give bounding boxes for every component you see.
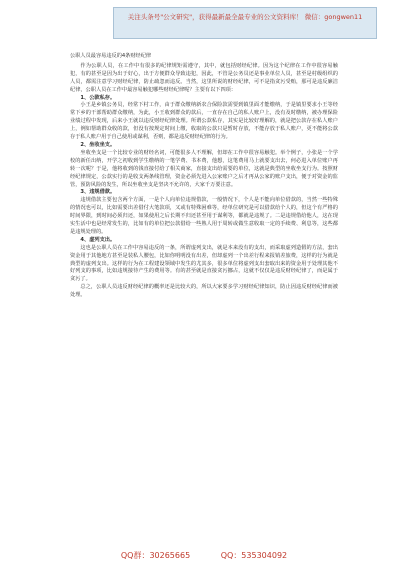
section-heading-1: 1、公款私存。 <box>80 94 116 101</box>
qq-group-text: QQ群：30265665 <box>120 551 191 560</box>
section-heading-2: 2、坐收坐支。 <box>80 141 116 148</box>
qq-text: QQ：535304092 <box>220 551 288 560</box>
document-body <box>70 53 338 300</box>
banner-text: 关注头条号"公文研究"，获得最新最全最专业的公文资料库！ 微信：gongwen11 <box>127 13 363 21</box>
footer-contact <box>0 550 408 561</box>
section-2-paragraph: 坐收坐支是一个比较专业的财经名词，可能很多人不理解，但却在工作中很容易触犯。举个例子，小张是一个学校的新任出纳，开学之初收到学生缴纳的一笔学费、书本费，他想，这笔费用马上就要支出去，何必进入单位账户再转一次呢？于是，他将收到的钱直接付给了相关商家，直接支出给需要的单位，这就是典型的坐收坐支行为。按照财经纪律规定，公款实行的是收支两条线管理，资金必须先进入公家账户之后才再从公家的账户支出，便于对资金的监管，预防风险的发生，所以坐收坐支是坚决不允许的，大家千万要注意。 <box>70 149 338 188</box>
intro-paragraph: 作为公职人员，在工作中有很多的纪律规矩需遵守，其中，就包括财经纪律。因为这个纪律在工作中很容易触犯，有的甚至是因为出于好心，出于方便群众导致违犯，因此，不管是公务员还是事业单位人员，甚至是村级组织的人员，都需注意学习财经纪律，防止疏忽而违反。当然，这里所说的财经纪律，可不是指贪污受贿，那可是违反廉洁纪律，公职人员在工作中最容易触犯哪些财经纪律呢？主要有以下四项： <box>70 62 338 93</box>
promo-banner <box>113 7 377 39</box>
section-heading-4: 4、虚列支出。 <box>80 236 116 243</box>
section-1-paragraph: 小王是乡镇公务员，经常下村工作，由于群众缴纳新农合保险款需要到镇里面才能缴纳，于是镇里要求小王等经常下乡的干部帮助群众缴纳，为此，小王收到群众的款后，一直存在自己的私人账户上，没有及时缴纳，被办理保险业绩过程中发现，后来小王就以违反财经纪律处理。所谓公款私存，其实是比较好理解的，就是把公款存在私人账户上，例如帮助群众收的款，但没有按规定时间上缴，收取的公款只是暂时存放，不能存放于私人账户，更不能将公款存于私人账户用于自己使用或谋利，否则，都是违反财经纪律的行为。 <box>70 102 338 141</box>
section-4-paragraph: 这也是公职人员在工作中容易违反的一条，所谓虚列支出，就是本来没有的支出，而采取虚列造假的方法，套出资金用于其他地方甚至是装私人腰包，比如你明明没有出差，但却虚列一个出差行程来报销差旅费，这样的行为就是典型的虚列支出。这样的行为在工程建设领域中发生的尤其多，很多单位将虚列支出套取出来的资金用于处理其他不好列支的事项，比如违规接待产生的费用等。有的甚至就是直接贪污挪占，这就不仅仅是违反财经纪律了，而是属于贪污了。 <box>70 244 338 283</box>
document-title: 公职人员最容易违反的4条财经纪律 <box>70 53 152 59</box>
section-heading-3: 3、违规借款。 <box>80 189 116 196</box>
conclusion-paragraph: 总之，公职人员违反财经纪律的概率还是比较大的，所以大家要多学习财经纪律知识，防止因违反财经纪律而被处理。 <box>70 284 338 299</box>
section-3-paragraph: 违规借款主要包含两个方面，一是个人向单位违规借款，一般情况下，个人是不能向单位借款的，当然一些特殊的情况也可以，比如需要出差借付大笔款项，又或有特殊困难等，经单位研究是可以借款给个人的，但这个有严格的时间界限，到时间必须归还，如果使用之后长期不归还甚至用于谋利等，都就是违规了。二是违规借给他人，这在现实生活中也是经常发生的，比如有的单位把公款借给一些熟人用于周转或做生意收取一定的手续费、利息等，这些都是违规处理的。 <box>70 197 338 235</box>
